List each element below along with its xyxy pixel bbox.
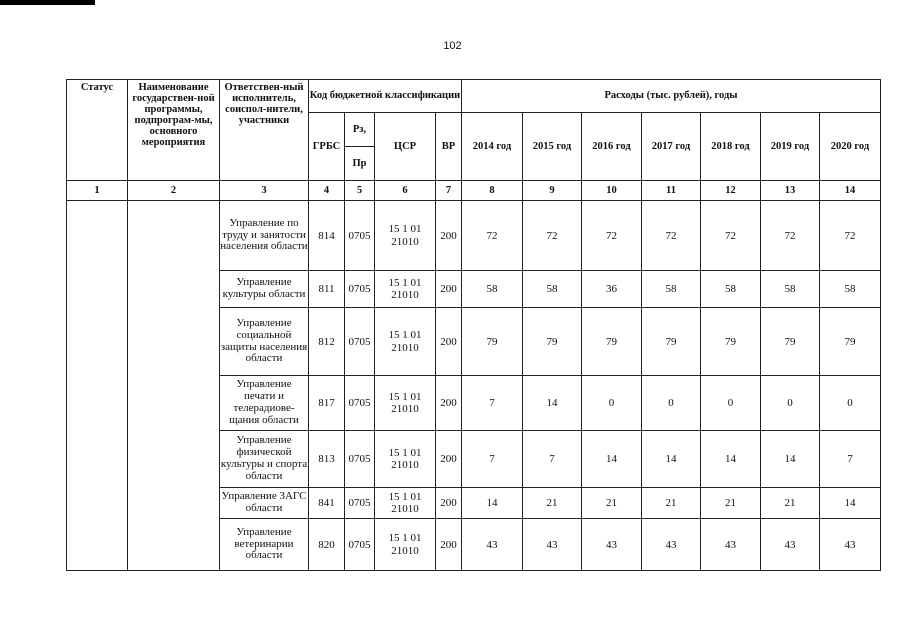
csr-line: 21010	[391, 403, 419, 415]
expense-value-cell: 43	[462, 519, 523, 571]
expense-value-cell: 72	[582, 201, 642, 271]
executor-cell: Управление культуры области	[220, 271, 309, 308]
csr-cell	[375, 431, 436, 488]
executor-cell: Управление по труду и занятости населения области	[220, 201, 309, 271]
col-number: 3	[220, 181, 309, 201]
header-executor: Ответствен-ный исполнитель, соиспол-нители, участники	[220, 80, 309, 181]
col-number: 4	[309, 181, 345, 201]
col-number: 5	[345, 181, 375, 201]
executor-cell: Управление ЗАГС области	[220, 488, 309, 519]
grbs-cell: 813	[309, 431, 345, 488]
header-pr: Пр	[345, 147, 375, 181]
expense-value-cell: 21	[582, 488, 642, 519]
executor-cell: Управление социальной защиты населения области	[220, 308, 309, 376]
csr-line: 15 1 01	[388, 329, 422, 342]
col-number: 8	[462, 181, 523, 201]
grbs-cell: 841	[309, 488, 345, 519]
col-number: 1	[67, 181, 128, 201]
budget-table	[66, 79, 881, 571]
csr-cell	[375, 271, 436, 308]
vr-cell: 200	[436, 519, 462, 571]
expense-value-cell: 72	[462, 201, 523, 271]
expense-value-cell: 79	[820, 308, 881, 376]
vr-cell: 200	[436, 488, 462, 519]
vr-cell: 200	[436, 201, 462, 271]
grbs-cell: 814	[309, 201, 345, 271]
expense-value-cell: 43	[642, 519, 701, 571]
vr-cell: 200	[436, 271, 462, 308]
csr-line: 21010	[391, 544, 419, 557]
rzpr-cell: 0705	[345, 271, 375, 308]
expense-value-cell: 58	[701, 271, 761, 308]
rzpr-cell: 0705	[345, 201, 375, 271]
program-name-cell	[128, 201, 220, 571]
col-number: 11	[642, 181, 701, 201]
expense-value-cell: 79	[761, 308, 820, 376]
expense-value-cell: 79	[701, 308, 761, 376]
header-year-2017: 2017 год	[642, 113, 701, 181]
col-number: 6	[375, 181, 436, 201]
csr-cell	[375, 488, 436, 519]
expense-value-cell: 14	[820, 488, 881, 519]
expense-value-cell: 7	[820, 431, 881, 488]
rzpr-cell: 0705	[345, 376, 375, 431]
vr-cell: 200	[436, 431, 462, 488]
csr-cell	[375, 376, 436, 431]
csr-line: 21010	[391, 341, 419, 354]
expense-value-cell: 58	[462, 271, 523, 308]
grbs-cell: 811	[309, 271, 345, 308]
vr-cell: 200	[436, 376, 462, 431]
header-csr: ЦСР	[375, 113, 436, 181]
expense-value-cell: 43	[701, 519, 761, 571]
col-number: 10	[582, 181, 642, 201]
expense-value-cell: 14	[523, 376, 582, 431]
expense-value-cell: 0	[582, 376, 642, 431]
expense-value-cell: 43	[761, 519, 820, 571]
csr-line: 21010	[391, 503, 419, 515]
expense-value-cell: 79	[582, 308, 642, 376]
expense-value-cell: 14	[582, 431, 642, 488]
rzpr-cell: 0705	[345, 431, 375, 488]
expense-value-cell: 0	[761, 376, 820, 431]
table-row	[67, 201, 881, 271]
expense-value-cell: 72	[523, 201, 582, 271]
expense-value-cell: 7	[523, 431, 582, 488]
expense-value-cell: 58	[523, 271, 582, 308]
expense-value-cell: 0	[701, 376, 761, 431]
executor-cell: Управление ветеринарии области	[220, 519, 309, 571]
expense-value-cell: 7	[462, 431, 523, 488]
expense-value-cell: 72	[761, 201, 820, 271]
expense-value-cell: 36	[582, 271, 642, 308]
expense-value-cell: 58	[820, 271, 881, 308]
rzpr-cell: 0705	[345, 308, 375, 376]
header-year-2020: 2020 год	[820, 113, 881, 181]
expense-value-cell: 14	[462, 488, 523, 519]
header-vr: ВР	[436, 113, 462, 181]
header-year-2015: 2015 год	[523, 113, 582, 181]
col-number: 9	[523, 181, 582, 201]
col-number: 14	[820, 181, 881, 201]
expense-value-cell: 43	[523, 519, 582, 571]
grbs-cell: 820	[309, 519, 345, 571]
expense-value-cell: 72	[642, 201, 701, 271]
grbs-cell: 812	[309, 308, 345, 376]
expense-value-cell: 72	[701, 201, 761, 271]
expense-value-cell: 21	[761, 488, 820, 519]
col-number: 13	[761, 181, 820, 201]
expense-value-cell: 79	[523, 308, 582, 376]
csr-line: 15 1 01	[388, 223, 422, 236]
csr-cell	[375, 308, 436, 376]
expense-value-cell: 58	[761, 271, 820, 308]
header-budget-code: Код бюджетной классификации	[309, 80, 462, 113]
csr-line: 15 1 01	[388, 490, 422, 503]
expense-value-cell: 58	[642, 271, 701, 308]
vr-cell: 200	[436, 308, 462, 376]
executor-cell: Управление печати и телерадиове-щания области	[220, 376, 309, 431]
csr-line: 15 1 01	[388, 446, 422, 459]
expense-value-cell: 79	[642, 308, 701, 376]
expense-value-cell: 43	[820, 519, 881, 571]
expense-value-cell: 79	[462, 308, 523, 376]
expense-value-cell: 21	[701, 488, 761, 519]
page-number: 102	[443, 40, 462, 52]
header-year-2016: 2016 год	[582, 113, 642, 181]
rzpr-cell: 0705	[345, 519, 375, 571]
rzpr-cell: 0705	[345, 488, 375, 519]
grbs-cell: 817	[309, 376, 345, 431]
scan-corner-mark	[0, 0, 95, 5]
csr-line: 21010	[391, 289, 419, 301]
status-cell	[67, 201, 128, 571]
expense-value-cell: 21	[523, 488, 582, 519]
csr-cell	[375, 519, 436, 571]
csr-cell	[375, 201, 436, 271]
header-grbs: ГРБС	[309, 113, 345, 181]
expense-value-cell: 7	[462, 376, 523, 431]
expense-value-cell: 14	[642, 431, 701, 488]
csr-line: 15 1 01	[388, 276, 422, 289]
csr-line: 15 1 01	[388, 532, 422, 545]
col-number: 12	[701, 181, 761, 201]
csr-line: 15 1 01	[388, 390, 422, 403]
expense-value-cell: 14	[701, 431, 761, 488]
col-number: 7	[436, 181, 462, 201]
header-year-2014: 2014 год	[462, 113, 523, 181]
header-status: Статус	[67, 80, 128, 181]
expense-value-cell: 0	[642, 376, 701, 431]
table-body	[67, 201, 881, 571]
header-year-2019: 2019 год	[761, 113, 820, 181]
header-program-name: Наименование государствен-ной программы, подпрограм-мы, основного мероприятия	[128, 80, 220, 181]
csr-line: 21010	[391, 235, 419, 248]
expense-value-cell: 72	[820, 201, 881, 271]
expense-value-cell: 14	[761, 431, 820, 488]
executor-cell: Управление физической культуры и спорта области	[220, 431, 309, 488]
header-rz: Рз,	[345, 113, 375, 147]
col-number: 2	[128, 181, 220, 201]
expense-value-cell: 0	[820, 376, 881, 431]
csr-line: 21010	[391, 459, 419, 471]
expense-value-cell: 43	[582, 519, 642, 571]
header-expenses: Расходы (тыс. рублей), годы	[462, 80, 881, 113]
header-year-2018: 2018 год	[701, 113, 761, 181]
expense-value-cell: 21	[642, 488, 701, 519]
